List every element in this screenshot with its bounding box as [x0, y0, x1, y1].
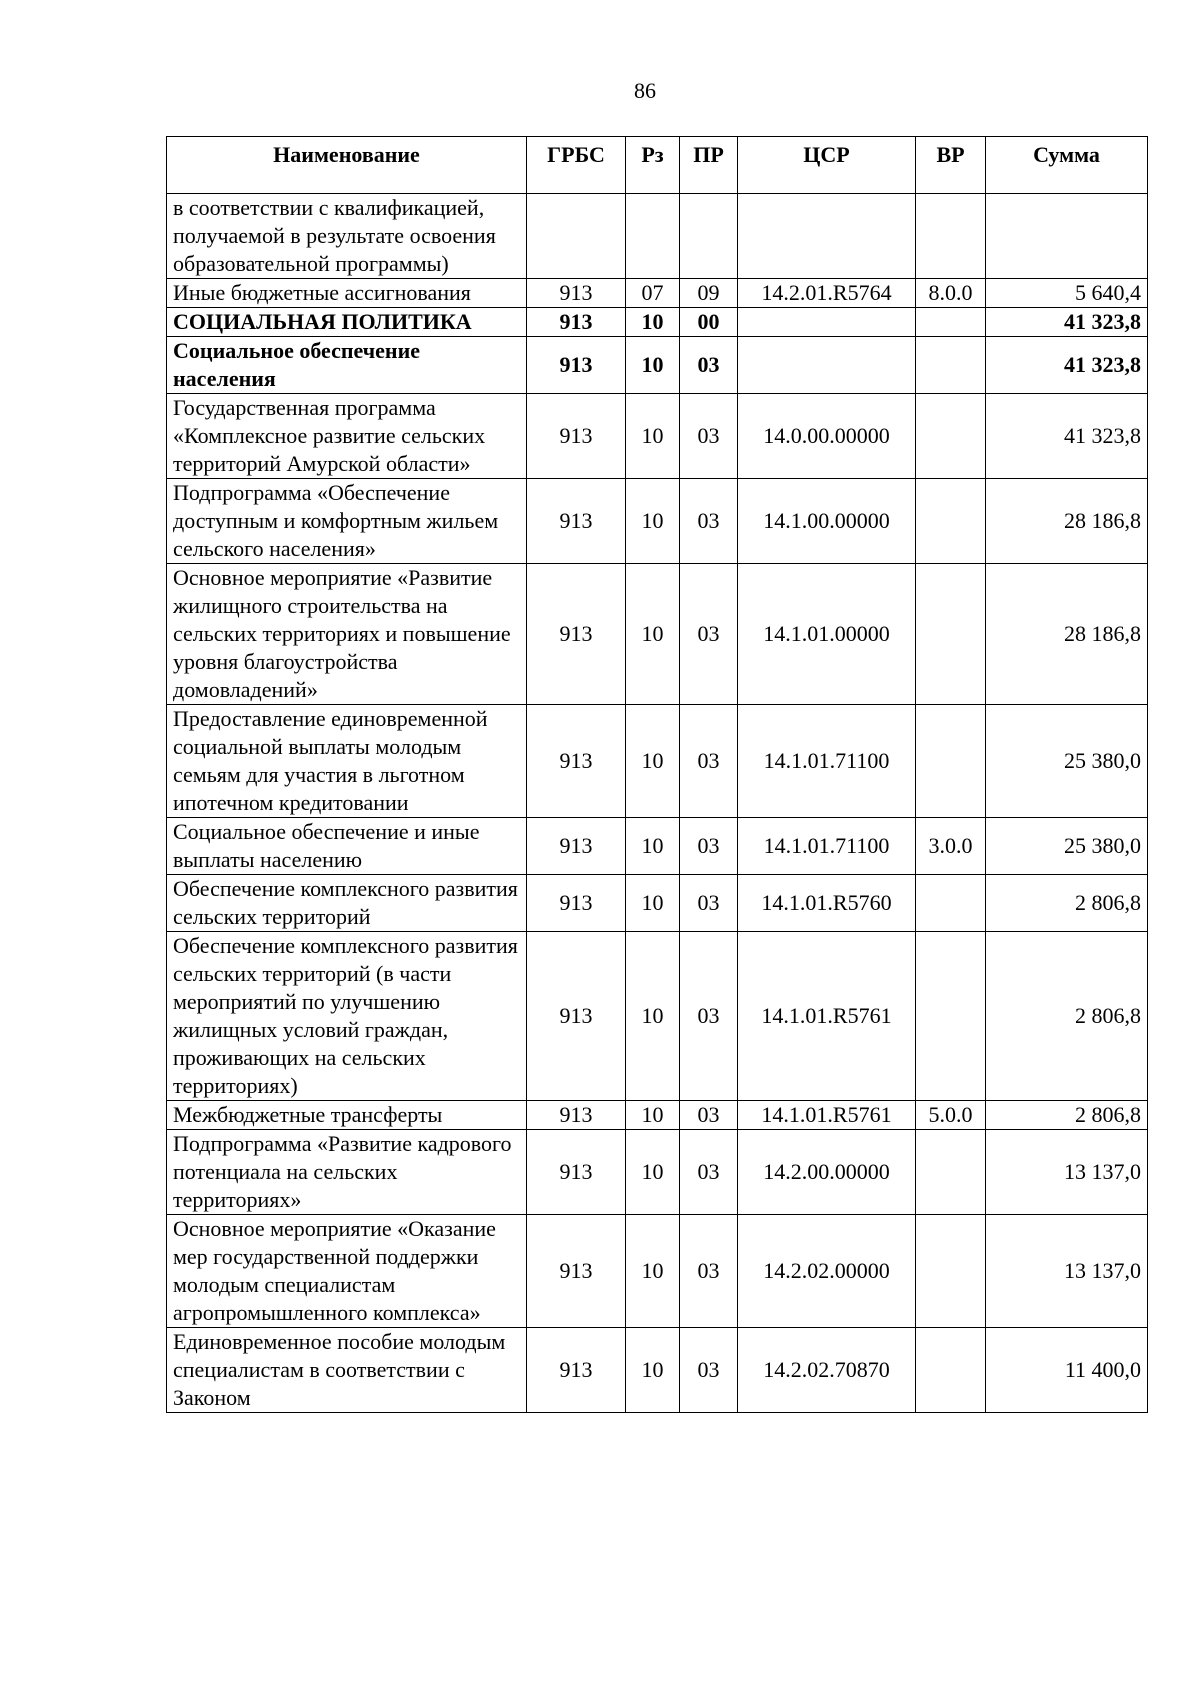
cell-name: в соответствии с квалификацией, получаемой в результате освоения образовательной программы): [167, 194, 527, 279]
cell-sum: 2 806,8: [986, 932, 1148, 1101]
cell-vr: 8.0.0: [916, 279, 986, 308]
cell-rz: 10: [626, 932, 680, 1101]
cell-pr: 00: [680, 308, 738, 337]
table-row: [167, 705, 1148, 818]
table-row: [167, 818, 1148, 875]
cell-pr: 03: [680, 1215, 738, 1328]
cell-rz: 10: [626, 564, 680, 705]
table-row: [167, 1130, 1148, 1215]
cell-grbs: 913: [527, 479, 626, 564]
cell-sum: 41 323,8: [986, 337, 1148, 394]
cell-pr: 03: [680, 1328, 738, 1413]
cell-name: Межбюджетные трансферты: [167, 1101, 527, 1130]
cell-csr: 14.1.01.R5760: [738, 875, 916, 932]
header-vr: ВР: [916, 137, 986, 194]
cell-grbs: 913: [527, 394, 626, 479]
cell-csr: [738, 308, 916, 337]
cell-sum: 25 380,0: [986, 705, 1148, 818]
table-body: [167, 194, 1148, 1413]
page-number: 86: [634, 78, 656, 103]
table-row: [167, 875, 1148, 932]
cell-name: Обеспечение комплексного развития сельских территорий (в части мероприятий по улучшению жилищных условий граждан, проживающих на сельских территориях): [167, 932, 527, 1101]
cell-vr: [916, 194, 986, 279]
header-rz: Рз: [626, 137, 680, 194]
table-row: [167, 194, 1148, 279]
table-row: [167, 394, 1148, 479]
cell-name: Социальное обеспечение населения: [167, 337, 527, 394]
cell-csr: [738, 337, 916, 394]
cell-csr: [738, 194, 916, 279]
cell-csr: 14.1.01.71100: [738, 818, 916, 875]
cell-grbs: 913: [527, 279, 626, 308]
table-row: [167, 337, 1148, 394]
table-row: [167, 1215, 1148, 1328]
cell-sum: 41 323,8: [986, 394, 1148, 479]
cell-rz: 10: [626, 818, 680, 875]
cell-csr: 14.1.01.R5761: [738, 932, 916, 1101]
cell-grbs: 913: [527, 818, 626, 875]
table-row: [167, 279, 1148, 308]
cell-grbs: 913: [527, 308, 626, 337]
cell-vr: [916, 1328, 986, 1413]
table-row: [167, 564, 1148, 705]
cell-name: Государственная программа «Комплексное развитие сельских территорий Амурской области»: [167, 394, 527, 479]
cell-vr: [916, 564, 986, 705]
cell-name: Предоставление единовременной социальной выплаты молодым семьям для участия в льготном ипотечном кредитовании: [167, 705, 527, 818]
cell-csr: 14.2.01.R5764: [738, 279, 916, 308]
cell-name: Иные бюджетные ассигнования: [167, 279, 527, 308]
cell-name: Основное мероприятие «Развитие жилищного строительства на сельских территориях и повышение уровня благоустройства домовладений»: [167, 564, 527, 705]
cell-name: Единовременное пособие молодым специалистам в соответствии с Законом: [167, 1328, 527, 1413]
cell-grbs: 913: [527, 705, 626, 818]
cell-grbs: 913: [527, 875, 626, 932]
cell-csr: 14.1.00.00000: [738, 479, 916, 564]
cell-pr: 03: [680, 337, 738, 394]
cell-sum: [986, 194, 1148, 279]
cell-grbs: 913: [527, 1130, 626, 1215]
cell-sum: 28 186,8: [986, 564, 1148, 705]
table-row: [167, 479, 1148, 564]
cell-vr: [916, 875, 986, 932]
cell-pr: 09: [680, 279, 738, 308]
cell-rz: 10: [626, 479, 680, 564]
cell-name: Подпрограмма «Обеспечение доступным и комфортным жильем сельского населения»: [167, 479, 527, 564]
cell-rz: 10: [626, 1215, 680, 1328]
cell-rz: 10: [626, 1328, 680, 1413]
cell-csr: 14.0.00.00000: [738, 394, 916, 479]
cell-csr: 14.2.00.00000: [738, 1130, 916, 1215]
table-row: [167, 1328, 1148, 1413]
cell-vr: [916, 1215, 986, 1328]
cell-rz: 10: [626, 394, 680, 479]
cell-sum: 11 400,0: [986, 1328, 1148, 1413]
cell-sum: 13 137,0: [986, 1130, 1148, 1215]
cell-csr: 14.1.01.R5761: [738, 1101, 916, 1130]
header-csr: ЦСР: [738, 137, 916, 194]
table-row: [167, 1101, 1148, 1130]
cell-grbs: 913: [527, 1215, 626, 1328]
cell-pr: 03: [680, 875, 738, 932]
cell-sum: 25 380,0: [986, 818, 1148, 875]
cell-rz: 07: [626, 279, 680, 308]
cell-vr: [916, 308, 986, 337]
cell-csr: 14.1.01.00000: [738, 564, 916, 705]
cell-pr: 03: [680, 1130, 738, 1215]
cell-vr: [916, 479, 986, 564]
cell-csr: 14.1.01.71100: [738, 705, 916, 818]
cell-grbs: 913: [527, 1328, 626, 1413]
cell-grbs: 913: [527, 1101, 626, 1130]
cell-vr: [916, 394, 986, 479]
cell-sum: 28 186,8: [986, 479, 1148, 564]
header-name: Наименование: [167, 137, 527, 194]
cell-rz: 10: [626, 337, 680, 394]
cell-pr: 03: [680, 1101, 738, 1130]
cell-rz: 10: [626, 705, 680, 818]
cell-name: СОЦИАЛЬНАЯ ПОЛИТИКА: [167, 308, 527, 337]
cell-pr: 03: [680, 705, 738, 818]
cell-grbs: 913: [527, 337, 626, 394]
cell-rz: 10: [626, 1101, 680, 1130]
cell-vr: 5.0.0: [916, 1101, 986, 1130]
cell-pr: 03: [680, 932, 738, 1101]
cell-csr: 14.2.02.00000: [738, 1215, 916, 1328]
cell-grbs: 913: [527, 932, 626, 1101]
cell-name: Социальное обеспечение и иные выплаты населению: [167, 818, 527, 875]
cell-sum: 2 806,8: [986, 875, 1148, 932]
cell-name: Подпрограмма «Развитие кадрового потенциала на сельских территориях»: [167, 1130, 527, 1215]
cell-csr: 14.2.02.70870: [738, 1328, 916, 1413]
cell-vr: [916, 337, 986, 394]
cell-rz: 10: [626, 1130, 680, 1215]
cell-grbs: 913: [527, 564, 626, 705]
table-row: [167, 932, 1148, 1101]
cell-vr: 3.0.0: [916, 818, 986, 875]
cell-sum: 41 323,8: [986, 308, 1148, 337]
cell-pr: [680, 194, 738, 279]
cell-vr: [916, 1130, 986, 1215]
cell-grbs: [527, 194, 626, 279]
cell-sum: 5 640,4: [986, 279, 1148, 308]
budget-table: [166, 136, 1148, 1413]
cell-sum: 2 806,8: [986, 1101, 1148, 1130]
table-header-row: [167, 137, 1148, 194]
cell-pr: 03: [680, 479, 738, 564]
cell-rz: 10: [626, 875, 680, 932]
cell-pr: 03: [680, 818, 738, 875]
header-grbs: ГРБС: [527, 137, 626, 194]
header-sum: Сумма: [986, 137, 1148, 194]
header-pr: ПР: [680, 137, 738, 194]
cell-name: Обеспечение комплексного развития сельских территорий: [167, 875, 527, 932]
cell-pr: 03: [680, 394, 738, 479]
cell-rz: 10: [626, 308, 680, 337]
cell-rz: [626, 194, 680, 279]
cell-pr: 03: [680, 564, 738, 705]
cell-sum: 13 137,0: [986, 1215, 1148, 1328]
table-row: [167, 308, 1148, 337]
cell-name: Основное мероприятие «Оказание мер государственной поддержки молодым специалистам агропромышленного комплекса»: [167, 1215, 527, 1328]
cell-vr: [916, 932, 986, 1101]
cell-vr: [916, 705, 986, 818]
